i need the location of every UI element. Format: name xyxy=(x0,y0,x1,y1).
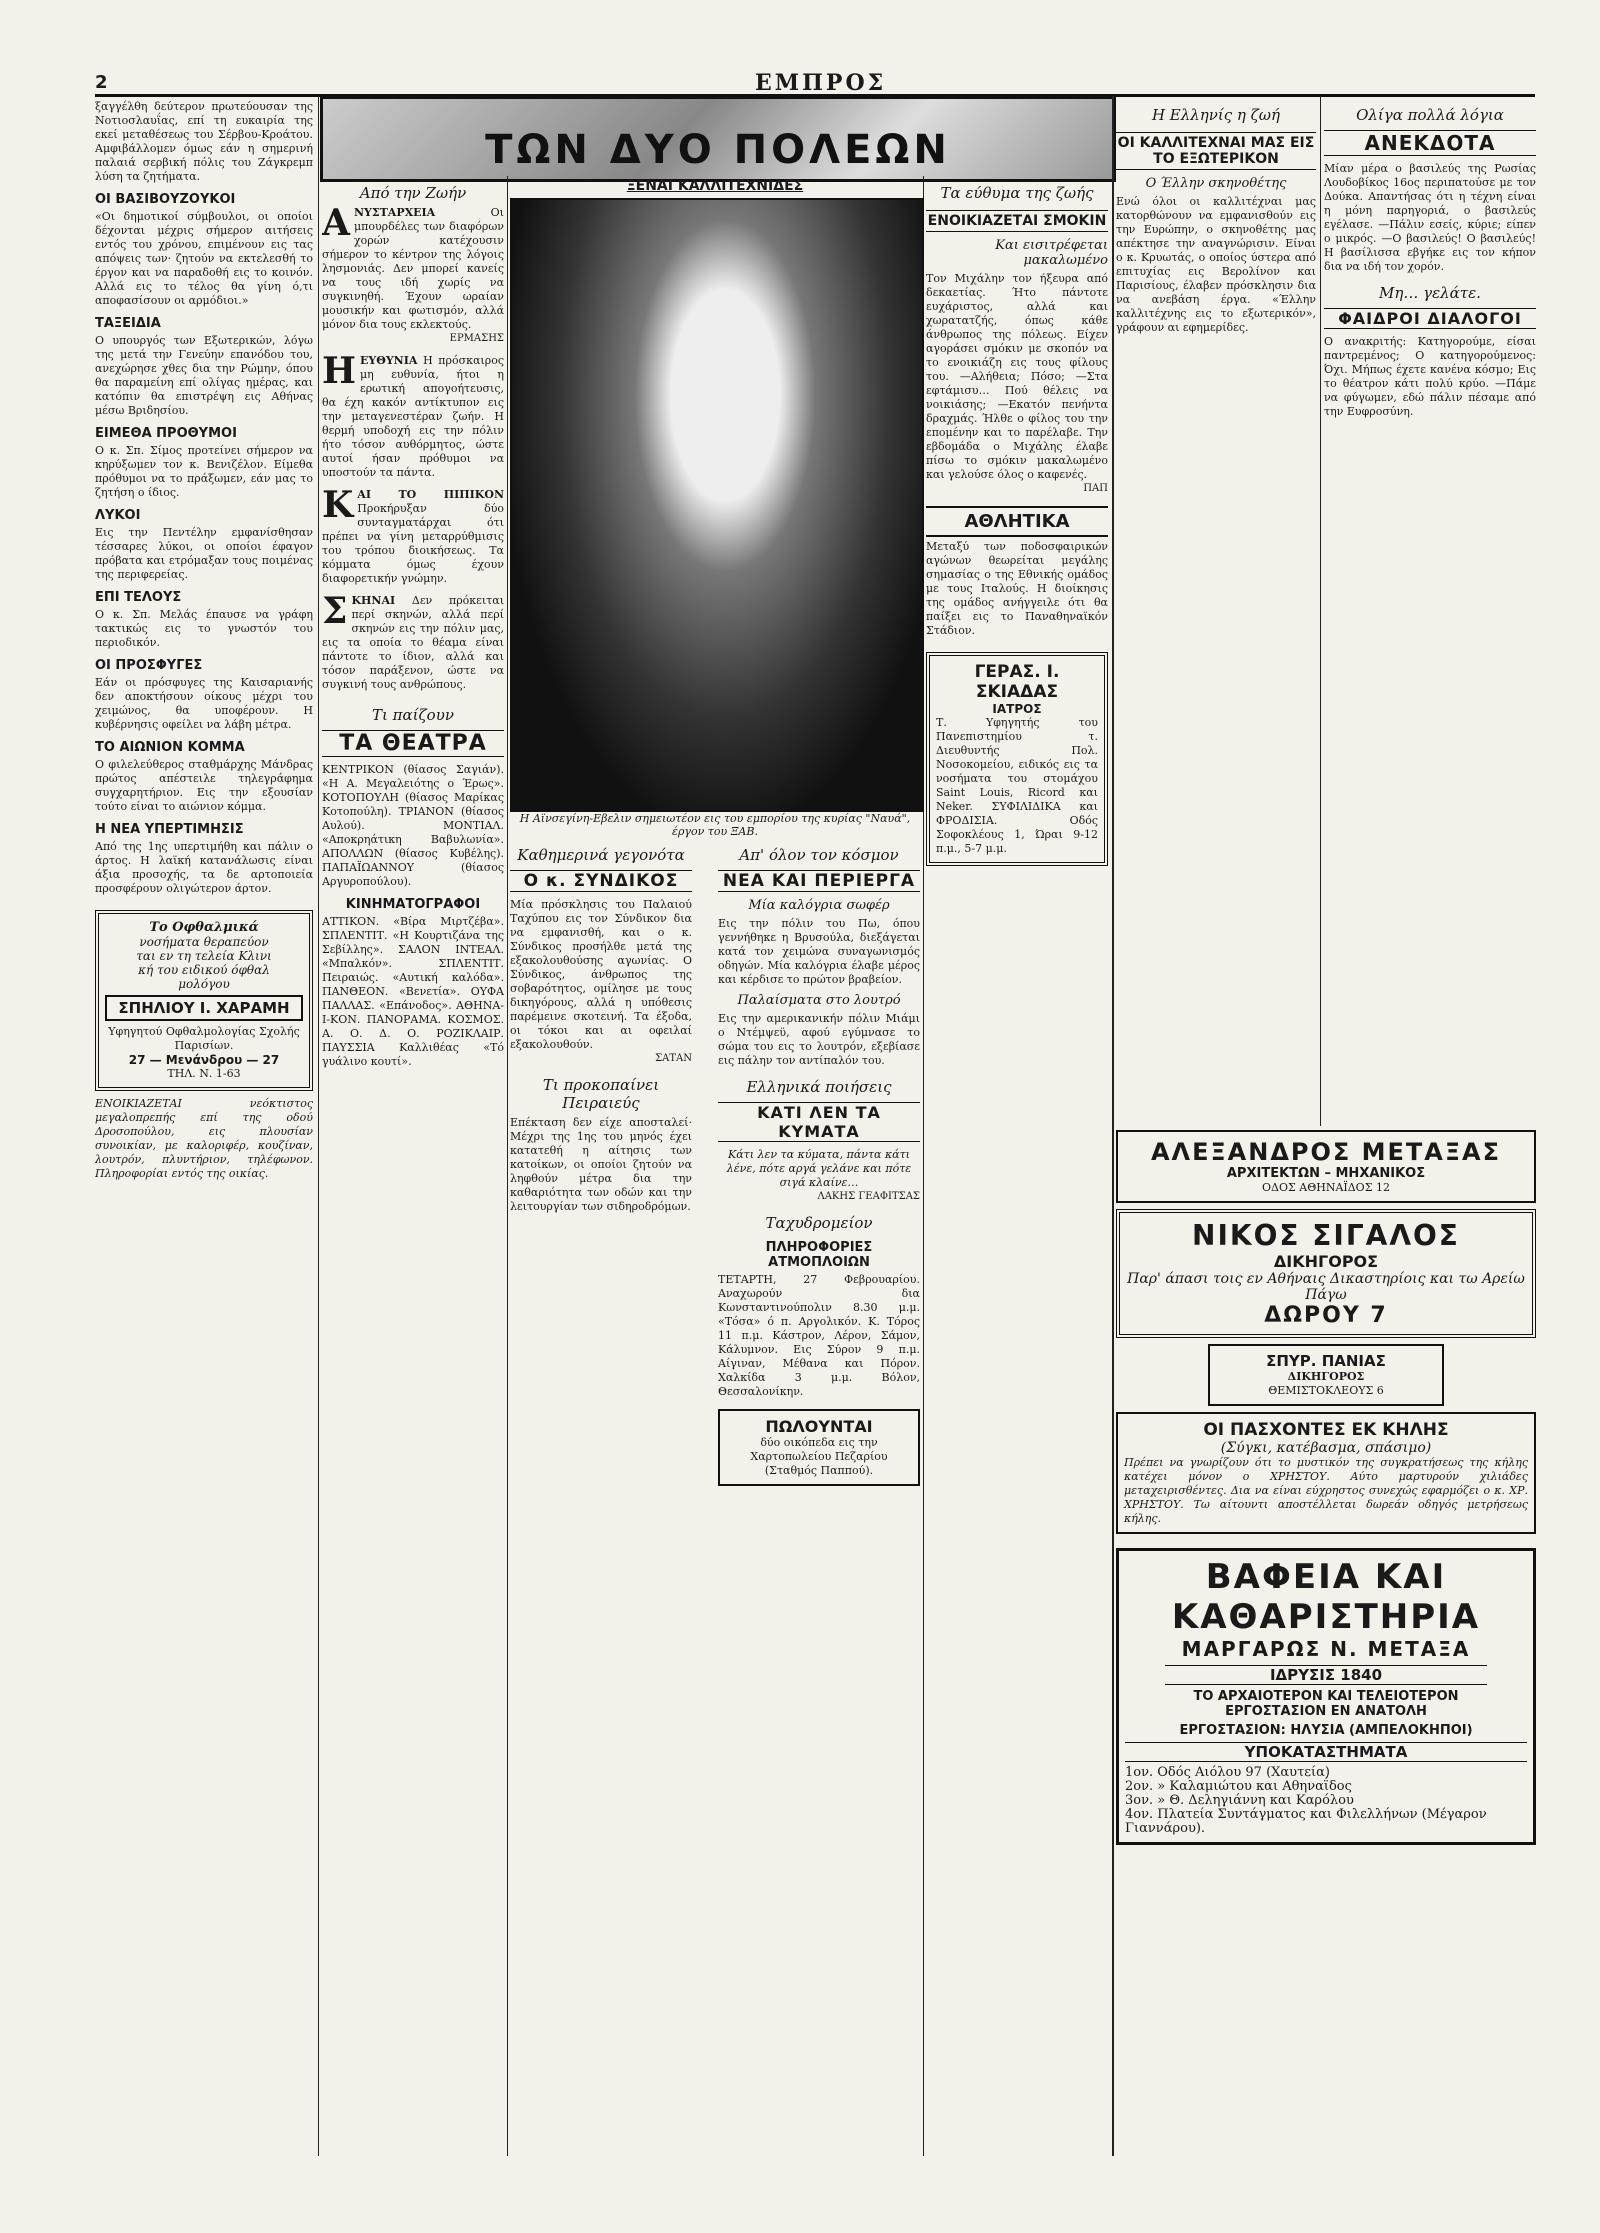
photo-caption: Η Αϊνσεγίνη-Εβελιν σημειωτέον εις του εμπορίου της κυρίας "Ναυά", έργον του ΞΑΒ. xyxy=(519,812,911,838)
photo xyxy=(510,198,924,812)
column-kicker: Τι παίζουν xyxy=(372,706,454,724)
article-title: ΦΑΙΔΡΟΙ ΔΙΑΛΟΓΟΙ xyxy=(1324,308,1536,329)
masthead xyxy=(95,72,1535,97)
ophthalmologist-ad xyxy=(95,910,313,1091)
drop-cap: Η xyxy=(322,350,357,392)
ad-factory: ΕΡΓΟΣΤΑΣΙΟΝ: ΗΛΥΣΙΑ (ΑΜΠΕΛΟΚΗΠΟΙ) xyxy=(1179,1723,1473,1738)
section-heading: Η ΝΕΑ ΥΠΕΡΤΙΜΗΣΙΣ xyxy=(95,822,244,837)
land-sale-ad xyxy=(718,1409,920,1486)
ads-column xyxy=(1116,1124,1536,2160)
column-4-lower xyxy=(718,840,920,2160)
article-title: ΑΙ ΤΟ ΠΙΠΙΚΟΝ xyxy=(357,488,504,501)
poem-text: Κάτι λεν τα κύματα, πάντα κάτι λένε, πότε αργά γελάνε και πότε σιγά κλαίνε… xyxy=(726,1148,912,1189)
section-banner xyxy=(320,96,1116,182)
column-kicker: Καθημερινά γεγονότα xyxy=(517,846,685,864)
ad-line: ται εν τη τελεία Κλινι xyxy=(136,949,272,963)
ad-branch: 1ον. Οδός Αιόλου 97 (Χαυτεία) xyxy=(1125,1765,1330,1780)
ad-line: κή του ειδικού όφθαλ xyxy=(138,963,270,977)
article-text: Εις την πόλιν του Πω, όπου γεννήθηκε η Βρυσούλα, διεξάγεται κατά τον χειμώνα συναγωνισμός οδηγών. Μία καλόγρια έλαβε μέρος και κέρδισε το πρώτον βραβείον. xyxy=(718,917,920,986)
signature: ΠΑΠ xyxy=(1083,483,1108,494)
ad-line: ΕΡΓΟΣΤΑΣΙΟΝ ΕΝ ΑΝΑΤΟΛΗ xyxy=(1225,1704,1427,1719)
intro-text: ξαγγέλθη δεύτερον πρωτεύουσαν της Νοτιοσλαυΐας, επί τη ευκαιρία της εκεί μεταθέσεως του Σέρβου-Κροάτου. Αμφιβάλλομεν όμως εάν η σημερινή παλαιά σερβική πόλις του Ζάγκρεμπ λύση τα ζητήματα. xyxy=(95,100,313,183)
article-subtitle: Και εισιτρέφεται μακαλωμένο xyxy=(995,238,1108,268)
section-heading: ΟΙ ΒΑΣΙΒΟΥΖΟΥΚΟΙ xyxy=(95,192,236,207)
signature: ΣΑΤΑΝ xyxy=(655,1053,692,1064)
ad-branch: 3ον. » Θ. Δεληγιάννη και Καρόλου xyxy=(1125,1793,1354,1808)
ad-branches-title: ΥΠΟΚΑΤΑΣΤΗΜΑΤΑ xyxy=(1125,1742,1527,1762)
article-text: Ενώ όλοι οι καλλιτέχναι μας κατορθώνουν να εμφανισθούν εις την Ευρώπην, ο σκηνοθέτης μας απέκτησε την αναγνώρισιν. Είναι ο κ. Κρυωτάς, ο οποίος ύστερα από επιτυχίας εις Βερολίνον και Παρισίους, έλαβεν πρόσκλησιν δια να ανεβάση έργα. «Έλλην καλλιτέχνης εις το εξωτερικόν», γράφουν αι εφημερίδες. xyxy=(1116,195,1316,334)
section-heading: ΕΙΜΕΘΑ ΠΡΟΘΥΜΟΙ xyxy=(95,426,237,441)
section-text: Ο φιλελεύθερος σταθμάρχης Μάνδρας πρώτος απέστειλε τηλεγράφημα συγχαρητήριον. Εις την εξουσίαν τούτο είναι το αιώνιον κόμμα. xyxy=(95,758,313,813)
banner-title: ΤΩΝ ΔΥΟ ΠΟΛΕΩΝ xyxy=(485,127,951,173)
section-heading: ΛΥΚΟΙ xyxy=(95,508,141,523)
article-title: ΚΗΝΑΙ xyxy=(351,594,396,607)
column-5 xyxy=(1116,100,1316,1120)
article-title: Ο κ. ΣΥΝΔΙΚΟΣ xyxy=(510,870,692,892)
page-number: 2 xyxy=(95,72,108,93)
column-6 xyxy=(1324,100,1536,1120)
section-text: Εις την Πεντέλην εμφανίσθησαν τέσσαρες λύκοι, οι οποίοι έφαγον πρόβατα και ετρόμαξαν τους ποιμένας της περιφερείας. xyxy=(95,526,313,581)
ad-text: Πρέπει να γνωρίζουν ότι το μυστικόν της συγκρατήσεως της κήλης κατέχει μόνον ο ΧΡΗΣΤΟΥ. Αύτο μαρτυρούν χιλιάδες μεταχειρισθέντες. Δια να είναι εύχρηστος συνεχώς εφαρμόζει ο κ. ΧΡ. ΧΡΗΣΤΟΥ. Τω αίτουντι αποστέλλεται δωρεάν οδηγός μετρήσεως κήλης. xyxy=(1124,1456,1528,1525)
ad-name: ΝΙΚΟΣ ΣΙΓΑΛΟΣ xyxy=(1192,1219,1460,1252)
article-text: Δεν πρόκειται περί σκηνών, αλλά περί σκηνών εις την πόλιν μας, εις τα οποία το θέαμα είναι πάντοτε το ίδιον, αλλά και τόσον παράξενον, ώστε να συγκινή τους ανθρώπους. xyxy=(322,594,504,691)
ad-doctor-name: ΓΕΡΑΣ. Ι. ΣΚΙΑΔΑΣ xyxy=(974,662,1060,702)
ad-line: Το Οφθαλμικά xyxy=(149,920,259,935)
section-heading: ΤΟ ΑΙΩΝΙΟΝ ΚΟΜΜΑ xyxy=(95,740,245,755)
column-kicker: Ελληνικά ποιήσεις xyxy=(746,1078,892,1096)
article-title: ΕΝΟΙΚΙΑΖΕΤΑΙ ΣΜΟΚΙΝ xyxy=(926,210,1108,232)
article-text: Προκήρυξαν δύο συνταγματάρχαι ότι πρέπει να γίνη μεταρρύθμισις του τρόπου διοικήσεως. Τα κόμματα όμως έχουν διαφορετικήν γνώμην. xyxy=(322,502,504,585)
column-3b xyxy=(510,840,692,2160)
column-4 xyxy=(926,178,1108,2158)
article xyxy=(322,484,504,586)
ad-branch: 4ον. Πλατεία Συντάγματος και Φιλελλήνων (Μέγαρον Γιαννάρου). xyxy=(1125,1807,1487,1836)
cinema-listing: ΑΤΤΙΚΟΝ. «Βίρα Μιρτζέβα». ΣΠΛΕΝΤΙΤ. «Η Κουρτιζάνα της Σεβίλλης». ΣΑΛΟΝ ΙΝΤΕΑΛ. «Μπαλκόν». ΣΠΛΕΝΤΙΤ. Πειραιώς. «Αυτική καλόδα». ΠΑΝΘΕΟΝ. «Βενετία». ΟΥΦΑ ΠΑΛΛΑΣ. «Επάνοδος». ΑΘΗΝΑ-Ι-ΚΟΝ. ΠΑΝΟΡΑΜΑ. ΚΟΣΜΟΣ. Α. Ο. Δ. Ο. ΡΟΖΙΚΛΑΙΡ. ΠΑΥΣΣΙΑ Καλλιθέας «Τό γυάλινο κουτί». xyxy=(322,915,504,1068)
ad-line: νοσήματα θεραπεύον xyxy=(139,935,269,949)
column-rule xyxy=(507,176,508,2156)
section-heading: ΕΠΙ ΤΕΛΟΥΣ xyxy=(95,590,182,605)
section-text: Ο κ. Σπ. Σίμος προτείνει σήμερον να κηρύξωμεν τον κ. Βενιζέλον. Είμεθα πρόθυμοι να το πράξωμεν, εάν μας το ζητήση ο ίδιος. xyxy=(95,444,313,499)
ad-line: Υφηγητού Οφθαλμολογίας Σχολής Παρισίων. xyxy=(108,1025,300,1052)
ad-doctor-name: ΣΠΗΛΙΟΥ Ι. ΧΑΡΑΜΗ xyxy=(105,995,303,1021)
article xyxy=(322,590,504,692)
photo-title: ΞΕΝΑΙ ΚΑΛΛΙΤΕΧΝΙΔΕΣ xyxy=(626,178,804,194)
lawyer-ad xyxy=(1116,1209,1536,1338)
article-text: Η πρόσκαιρος μη ευθυνία, ήτοι η ερωτική απογοήτευσις, θα έχη κακόν αντίκτυπον εις την μεταγενεστέραν ζωήν. Η θερμή υποδοχή εις την πόλιν ήτο τόσον αυθόρμητος, ώστε αυτοί ήσαν πρόθυμοι να υποστούν τα πάντα. xyxy=(322,354,504,479)
column-kicker: Ολίγα πολλά λόγια xyxy=(1356,106,1504,124)
drop-cap: Κ xyxy=(322,484,354,526)
signature: ΕΡΜΑΣΗΣ xyxy=(449,333,504,344)
article-title: ΟΙ ΚΑΛΛΙΤΕΧΝΑΙ ΜΑΣ ΕΙΣ ΤΟ ΕΞΩΤΕΡΙΚΟΝ xyxy=(1116,132,1316,170)
poem-title: ΚΑΤΙ ΛΕΝ ΤΑ ΚΥΜΑΤΑ xyxy=(718,1102,920,1142)
article xyxy=(322,202,504,332)
sports-text: Μεταξύ των ποδοσφαιρικών αγώνων θεωρείται μεγάλης σημασίας ο της Εθνικής ομάδος με τους Ιταλούς. Η διοίκησις της ομάδος ανήγγειλε ότι θα παίξει εις το Παναθηναϊκόν Στάδιον. xyxy=(926,540,1108,637)
ad-name: ΣΠΥΡ. ΠΑΝΙΑΣ xyxy=(1266,1352,1386,1370)
theater-title: ΤΑ ΘΕΑΤΡΑ xyxy=(322,730,504,757)
ad-subtitle: (Σύγκι, κατέβασμα, σπάσιμο) xyxy=(1220,1440,1432,1456)
article-title: ΠΛΗΡΟΦΟΡΙΕΣ ΑΤΜΟΠΛΟΙΩΝ xyxy=(765,1240,873,1270)
sports-title: ΑΘΛΗΤΙΚΑ xyxy=(926,506,1108,537)
article-text: Οι μπουρδέλες των διαφόρων χορών κατέχουσιν σήμερον το κέντρον της λόγοις λησμονιάς. Δεν μπορεί κανείς να τους ιδή χωρίς να συγκινηθή. Έχουν ωραίαν μουσικήν και φωτισμόν, αλλά μόνον δια τους εκλεκτούς. xyxy=(322,206,504,331)
article xyxy=(322,350,504,480)
poet: ΛΑΚΗΣ ΓΕΑΦΙΤΣΑΣ xyxy=(817,1191,920,1202)
doctor-ad xyxy=(926,652,1108,866)
ad-address: ΘΕΜΙΣΤΟΚΛΕΟΥΣ 6 xyxy=(1268,1384,1384,1397)
architect-ad xyxy=(1116,1130,1536,1203)
article-text: Μία πρόσκλησις του Παλαιού Ταχύπου εις τον Σύνδικον δια να εμφανισθή, και ο κ. Σύνδικος προσήλθε μετά της εξακολουθούσης αγωνίας. Ο Σύνδικος, άνθρωπος της σοβαρότητος, ομίλησε με τους δικηγόρους, αλλά η υπόθεσις παρέμεινε σκοτεινή. Τα έξοδα, οι τόκοι και αι οφειλαί εξακολουθούν. xyxy=(510,898,692,1051)
classified-ad: ΕΝΟΙΚΙΑΖΕΤΑΙ νεόκτιστος μεγαλοπρεπής επί της οδού Δροσοπούλου, εις πλουσίαν συνοικίαν, με καλοριφέρ, κουζίναν, λουτρόν, πλυντήριον, τηλέφωνον. Πληροφορίαι εντός της οικίας. xyxy=(95,1097,313,1180)
ad-text: δύο οικόπεδα εις την Χαρτοπωλείου Πεζαρίου (Σταθμός Παππού). xyxy=(750,1436,888,1477)
section-heading: ΤΑΞΕΙΔΙΑ xyxy=(95,316,161,331)
column-kicker: Μη… γελάτε. xyxy=(1379,284,1481,302)
column-kicker: Απ' όλον τον κόσμον xyxy=(739,846,899,864)
section-text: Από της 1ης υπερτιμήθη και πάλιν ο άρτος. Η λαϊκή κατανάλωσις είναι άξια προσοχής, τα δε αρτοποιεία προσφέρουν ολιγώτερον άρτον. xyxy=(95,840,313,895)
column-kicker: Η Ελληνίς η ζωή xyxy=(1151,106,1281,124)
ad-profession: ΙΑΤΡΟΣ xyxy=(992,702,1042,716)
ad-text: Τ. Υφηγητής του Πανεπιστημίου τ. Διευθυντής Πολ. Νοσοκομείου, ειδικός εις τα νοσήματα του στομάχου Saint Louis, Ricord και Neker. ΣΥΦΙΛΙΔΙΚΑ και ΦΡΟΔΙΣΙΑ. Οδός Σοφοκλέους 1, Ώραι 9-12 π.μ., 5-7 μ.μ. xyxy=(936,716,1098,855)
article-text: Ο ανακριτής: Κατηγορούμε, είσαι παντρεμένος; Ο κατηγορούμενος: Όχι. Μήπως έχετε κανένα κόσμο; Εις το θέατρον κάτι πολύ κρύο. —Πάμε να φύγωμεν, εδώ πάλιν πέσαμε από την Ευφροσύνη. xyxy=(1324,335,1536,418)
article-subtitle: Μία καλόγρια σωφέρ xyxy=(748,898,890,913)
theater-listing: ΚΕΝΤΡΙΚΟΝ (θίασος Σαγιάν). «Η Α. Μεγαλειότης ο Έρως». ΚΟΤΟΠΟΥΛΗ (θίασος Μαρίκας Κοτοπούλη). ΤΡΙΑΝΟΝ (θίασος Αυλού). ΜΟΝΤΙΑΛ. «Αποκρηάτικη Βαβυλωνία». ΑΠΟΛΛΩΝ (θίασος Κυβέλης). ΠΑΠΑΪΩΑΝΝΟΥ (θίασος Αργυροπούλου). xyxy=(322,763,504,888)
article-title: ΕΥΘΥΝΙΑ xyxy=(360,354,418,367)
ad-profession: ΔΙΚΗΓΟΡΟΣ xyxy=(1287,1370,1365,1383)
column-rule xyxy=(1320,96,1321,1126)
ad-address: 27 — Μενάνδρου — 27 xyxy=(128,1053,280,1067)
section-text: Εάν οι πρόσφυγες της Καισαριανής δεν αποκτήσουν οίκους μέχρι του χειμώνος, θα υποφέρουν. Η κυβέρνησις οφείλει να λάβη μέτρα. xyxy=(95,676,313,731)
lawyer-ad-2 xyxy=(1208,1344,1444,1406)
ad-text: Παρ' άπασι τοις εν Αθήναις Δικαστηρίοις και τω Αρείω Πάγω xyxy=(1127,1271,1525,1303)
article-text: Εις την αμερικανικήν πόλιν Μιάμι ο Ντέμψεϋ, αφού εγύμνασε το σώμα του εις το λουτρόν, εξεβίασε εις πάλην τον αντίπαλόν του. xyxy=(718,1012,920,1067)
section-text: Ο κ. Σπ. Μελάς έπαυσε να γράφη τακτικώς εις το γνωστόν του περιοδικόν. xyxy=(95,608,313,649)
ad-address: ΟΔΟΣ ΑΘΗΝΑΪΔΟΣ 12 xyxy=(1262,1181,1390,1194)
drop-cap: Α xyxy=(322,202,350,244)
dye-works-ad xyxy=(1116,1548,1536,1845)
article-text: ΤΕΤΑΡΤΗ, 27 Φεβρουαρίου. Αναχωρούν δια Κωνσταντινούπολιν 8.30 μ.μ. «Τόσα» ό π. Αργολικόν. Κ. Τόρος 11 π.μ. Κάστρον, Λέρον, Σάμον, Κάλυμνον. Εις Σύρον 9 π.μ. Αίγιναν, Μέθανα και Πόρον. Χαλκίδα 3 μ.μ. Βόλον, Θεσσαλονίκην. xyxy=(718,1273,920,1398)
ad-branch: 2ον. » Καλαμιώτου και Αθηναΐδος xyxy=(1125,1779,1352,1794)
ad-profession: ΑΡΧΙΤΕΚΤΩΝ – ΜΗΧΑΝΙΚΟΣ xyxy=(1226,1166,1426,1181)
column-kicker: Ταχυδρομείον xyxy=(765,1214,873,1232)
column-kicker: Από την Ζωήν xyxy=(359,184,467,202)
article-title: ΝΥΣΤΑΡΧΕΙΑ xyxy=(353,206,436,219)
ad-title: ΒΑΦΕΙΑ ΚΑΙ ΚΑΘΑΡΙΣΤΗΡΙΑ xyxy=(1171,1557,1481,1637)
article-text: Τον Μιχάλην τον ήξευρα από δεκαετίας. Ήτο πάντοτε ευχάριστος, αλλά και χωρατατζής, όπως κάθε άνθρωπος της πόλεως. Είχεν αγοράσει σμόκιν με σκοπόν να το ενοικιάζη εις τους φίλους του. —Αλήθεια; Πόσο; —Στα εφτάμισυ… Πού θέλεις να νοικιάσης; —Εκατόν πενήντα δραχμάς. Ήλθε ο φίλος του την επομένην και το παρέλαβε. Την εβδομάδα ο Μιχάλης έλαβε πίσω το σμόκιν μακαλωμένο και γελούσε όλος ο καφενές. xyxy=(926,272,1108,481)
article-text: Μίαν μέρα ο βασιλεύς της Ρωσίας Λουδοβίκος 16ος περιπατούσε με τον Δούκα. Απαντήσας ότι η τέχνη είναι η μόνη παρηγοριά, ο βασιλεύς εγέλασε. —Πάλιν εσείς, κύριε; είπεν ο μικρός. —Ο βασιλεύς! Ο βασιλεύς! Η βασίλισσα εβγήκε εις τον κήπον δια να ιδή τον χορόν. xyxy=(1324,162,1536,273)
drop-cap: Σ xyxy=(322,590,348,632)
article-text: Επέκταση δεν είχε αποσταλεί· Μέχρι της 1ης του μηνός έχει κατατεθή η αίτησις των κατοίκων, οι οποίοι ζητούν να ληφθούν μέτρα δια την καθαριότητα των οδών και την λειτουργίαν των σιδηροδρόμων. xyxy=(510,1116,692,1213)
ad-founded: ΙΔΡΥΣΙΣ 1840 xyxy=(1165,1665,1487,1685)
column-1 xyxy=(95,100,313,2160)
section-text: «Οι δημοτικοί σύμβουλοι, οι οποίοι δέχονται μέχρις σήμερον αιτήσεις εντός του χρόνου, επιμένουν εις τας απόψεις των· ζητούν να εκτελεσθή το έργον και να παραδοθή εις το κοινόν. Αλλά εις το τέλος θα γίνη ό,τι αποφασίσουν οι αρμόδιοι.» xyxy=(95,210,313,307)
ad-phone: ΤΗΛ. Ν. 1-63 xyxy=(167,1067,241,1080)
photo-headline-area xyxy=(510,178,920,198)
ad-title: ΟΙ ΠΑΣΧΟΝΤΕΣ ΕΚ ΚΗΛΗΣ xyxy=(1203,1420,1449,1440)
ad-line: ΤΟ ΑΡΧΑΙΟΤΕΡΟΝ ΚΑΙ ΤΕΛΕΙΟΤΕΡΟΝ xyxy=(1193,1689,1459,1704)
column-kicker: Τι προκοπαίνει Πειραιεύς xyxy=(542,1076,660,1112)
ad-title: ΠΩΛΟΥΝΤΑΙ xyxy=(765,1417,873,1436)
ad-line: μολόγου xyxy=(178,977,230,991)
ad-name: ΜΑΡΓΑΡΩΣ Ν. ΜΕΤΑΞΑ xyxy=(1181,1637,1471,1661)
column-rule xyxy=(318,96,319,2156)
article-subtitle: Παλαίσματα στο λουτρό xyxy=(737,993,901,1008)
newspaper-name: ΕΜΠΡΟΣ xyxy=(755,70,887,96)
section-text: Ο υπουργός των Εξωτερικών, λόγω της μετά την Γενεύην επανόδου του, ανεχώρησε χθες δια την Ρώμην, όπου θα παραμείνη επί ολίγας ημέρας, και κατόπιν θα επιστρέψη εις Αθήνας μέσω Βριδησίου. xyxy=(95,334,313,417)
hernia-ad xyxy=(1116,1412,1536,1534)
article-title: ΑΝΕΚΔΟΤΑ xyxy=(1324,130,1536,156)
ad-address: ΔΩΡΟΥ 7 xyxy=(1264,1303,1388,1328)
cinema-title: ΚΙΝΗΜΑΤΟΓΡΑΦΟΙ xyxy=(345,897,481,912)
ad-profession: ΔΙΚΗΓΟΡΟΣ xyxy=(1273,1252,1379,1271)
section-heading: ΟΙ ΠΡΟΣΦΥΓΕΣ xyxy=(95,658,203,673)
column-kicker: Τα εύθυμα της ζωής xyxy=(940,184,1094,202)
article-subtitle: Ο Έλλην σκηνοθέτης xyxy=(1145,176,1287,191)
article-title: ΝΕΑ ΚΑΙ ΠΕΡΙΕΡΓΑ xyxy=(718,870,920,892)
column-2 xyxy=(322,178,504,2158)
column-rule xyxy=(1112,96,1114,2156)
ad-name: ΑΛΕΞΑΝΔΡΟΣ ΜΕΤΑΞΑΣ xyxy=(1150,1138,1502,1166)
